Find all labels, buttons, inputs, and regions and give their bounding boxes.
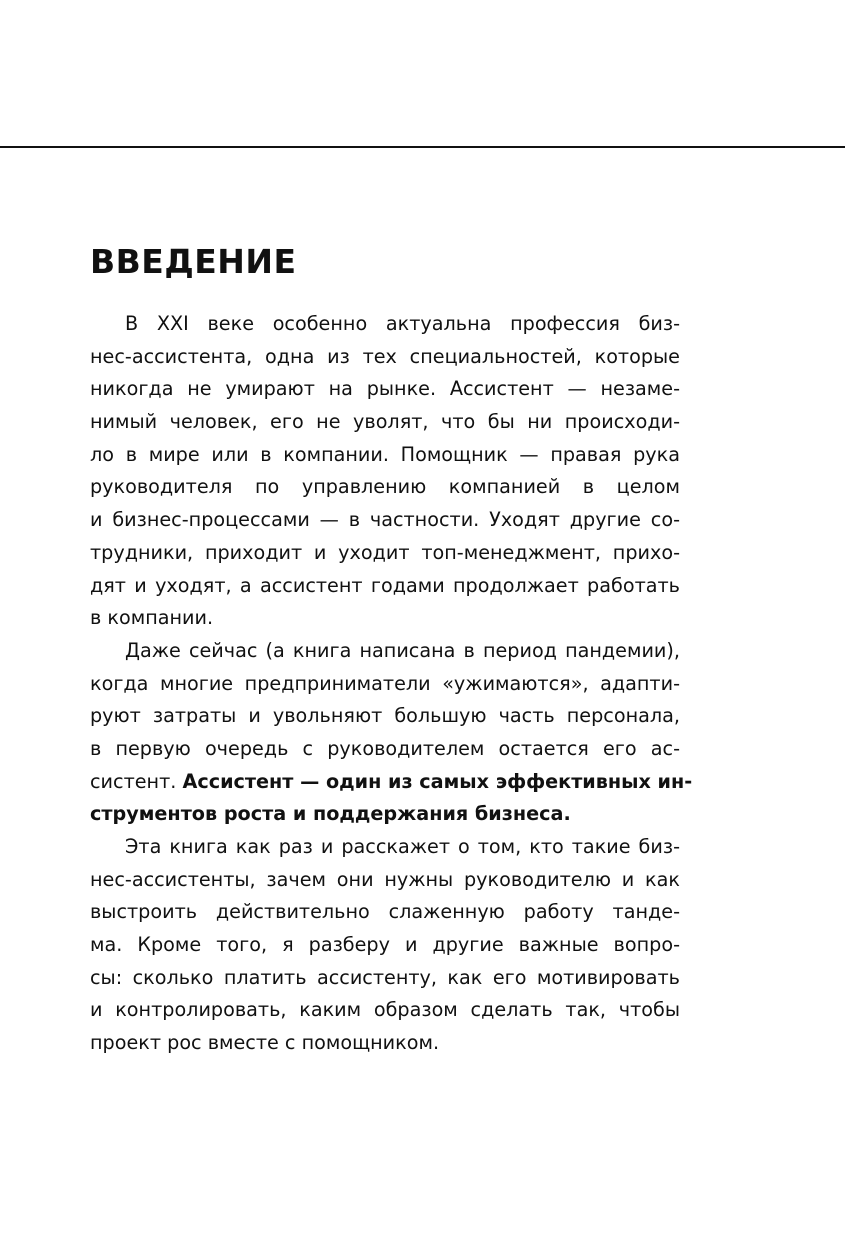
chapter-title: ВВЕДЕНИЕ [90, 242, 297, 281]
text-line: в компании. [90, 606, 214, 630]
text-line: и бизнес-процессами — в частности. Уходят другие со- [90, 508, 680, 532]
text-line: проект рос вместе с помощником. [90, 1031, 440, 1055]
paragraph-2 [90, 635, 693, 831]
text-line: в первую очередь с руководителем остается его ас- [90, 736, 680, 760]
text-line: нимый человек, его не уволят, что бы ни происходи- [90, 410, 680, 434]
text-line: сы: сколько платить ассистенту, как его мотивировать [90, 965, 680, 989]
paragraph-1 [90, 308, 680, 635]
text-line: и контролировать, каким образом сделать так, чтобы [90, 998, 680, 1022]
text-line: В XXI веке особенно актуальна профессия биз- [125, 312, 680, 335]
paragraph-3 [90, 831, 680, 1060]
text-line: Эта книга как раз и расскажет о том, кто такие биз- [125, 835, 680, 858]
text-line: руководителя по управлению компанией в целом [90, 475, 680, 499]
text-line: никогда не умирают на рынке. Ассистент — незаме- [90, 377, 680, 401]
header-rule [0, 146, 845, 148]
text-line: когда многие предприниматели «ужимаются», адапти- [90, 671, 680, 695]
text-line: дят и уходят, а ассистент годами продолжает работать [90, 573, 680, 597]
text-line [90, 798, 680, 831]
text-line: трудники, приходит и уходит топ-менеджмент, прихо- [90, 540, 680, 564]
text-line-mixed [90, 766, 693, 799]
text-fragment: систент. [90, 769, 177, 793]
bold-text: Ассистент — один из самых эффективных ин- [182, 769, 693, 793]
text-line: руют затраты и увольняют большую часть персонала, [90, 704, 680, 728]
text-line: ло в мире или в компании. Помощник — правая рука [90, 442, 680, 466]
bold-text: струментов роста и поддержания бизнеса. [90, 802, 571, 826]
text-line: ма. Кроме того, я разберу и другие важные вопро- [90, 933, 680, 957]
text-line: нес-ассистента, одна из тех специальностей, которые [90, 344, 680, 368]
text-line: выстроить действительно слаженную работу танде- [90, 900, 680, 924]
chapter-body [90, 308, 693, 1060]
text-line: нес-ассистенты, зачем они нужны руководителю и как [90, 867, 680, 891]
text-line: Даже сейчас (а книга написана в период пандемии), [125, 638, 680, 662]
